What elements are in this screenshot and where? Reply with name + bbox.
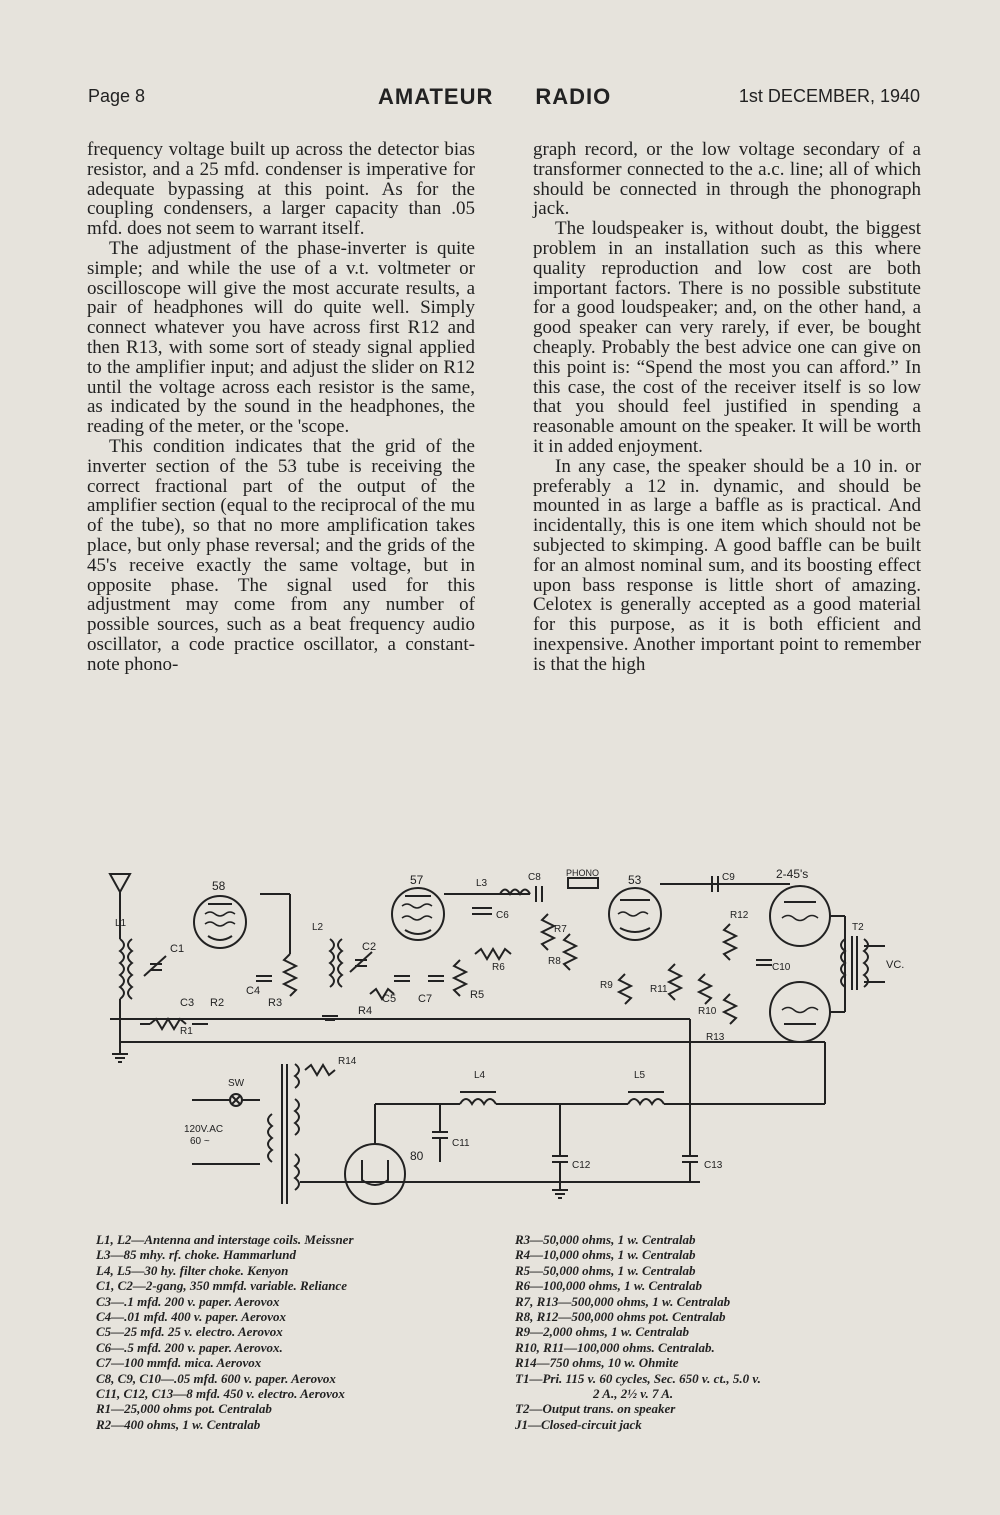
capacitor-c4 <box>256 976 272 981</box>
parts-list-item: C11, C12, C13—8 mfd. 450 v. electro. Aerovox <box>96 1386 345 1402</box>
label-r11: R11 <box>650 984 668 995</box>
label-r6: R6 <box>492 962 505 973</box>
tube-57 <box>392 888 444 940</box>
label-r2: R2 <box>210 997 225 1009</box>
label-sw: SW <box>228 1078 245 1089</box>
label-r1: R1 <box>180 1026 193 1037</box>
label-r9: R9 <box>600 980 613 991</box>
label-r7: R7 <box>554 924 567 935</box>
transformer-t2 <box>841 936 885 990</box>
paragraph: The loudspeaker is, without doubt, the biggest problem in an installation such as this where quality reproduction and low cost are both important factors. There is no possible substitute for a good loudspeaker; and, on the other hand, a good speaker can very rarely, if ever, be bought cheaply. Probably the best advice one can give on this point is: “Spend the most you can afford.” In this case, the cost of the receiver itself is so low that you should feel justified in spending a reasonable amount on the speaker. It will be worth it in added enjoyment. <box>533 218 921 457</box>
label-c2: C2 <box>362 941 377 953</box>
label-r8: R8 <box>548 956 561 967</box>
parts-list-item: R4—10,000 ohms, 1 w. Centralab <box>515 1247 696 1263</box>
potentiometer-r12 <box>724 924 736 960</box>
label-l1: L1 <box>115 918 127 929</box>
label-c11: C11 <box>452 1138 470 1149</box>
label-r13: R13 <box>706 1032 725 1043</box>
label-ac-voltage: 120V.AC <box>184 1124 224 1135</box>
label-tube-57: 57 <box>410 873 424 887</box>
label-t2: T2 <box>852 922 864 933</box>
paragraph: The adjustment of the phase-inverter is quite simple; and while the use of a v.t. voltmeter or oscilloscope will give the most accurate results, a pair of headphones will do quite well. Simply connect whatever you have across first R12 and then R13, with some sort of steady signal applied to the amplifier input; and adjust the slider on R12 until the voltage across each resistor is the same, as indicated by the sound in the headphones, the reading of the meter, or the 'scope. <box>87 237 475 438</box>
label-c8: C8 <box>528 872 541 883</box>
resistor-r14 <box>305 1065 335 1075</box>
capacitor-c2 <box>350 952 372 972</box>
tube-58 <box>194 896 246 948</box>
parts-list-item: R14—750 ohms, 10 w. Ohmite <box>515 1355 679 1371</box>
label-r10: R10 <box>698 1006 717 1017</box>
label-r3: R3 <box>268 997 283 1009</box>
right-text-column <box>533 140 921 675</box>
resistor-r5 <box>454 960 466 996</box>
label-tube-80: 80 <box>410 1149 424 1163</box>
parts-list-item-continued: 2 A., 2½ v. 7 A. <box>593 1386 674 1402</box>
label-c7: C7 <box>418 993 433 1005</box>
resistor-r13 <box>724 994 736 1024</box>
potentiometer-r8 <box>564 934 576 970</box>
parts-list-item: R9—2,000 ohms, 1 w. Centralab <box>515 1324 689 1340</box>
parts-list-item: C8, C9, C10—.05 mfd. 600 v. paper. Aerovox <box>96 1370 336 1386</box>
masthead-word-1: AMATEUR <box>378 84 494 109</box>
masthead-word-2: RADIO <box>535 84 612 109</box>
capacitor-c8 <box>536 886 542 902</box>
label-c1: C1 <box>170 943 185 955</box>
parts-list-item: R7, R13—500,000 ohms, 1 w. Centralab <box>515 1293 731 1309</box>
parts-list-item: R1—25,000 ohms pot. Centralab <box>96 1401 272 1417</box>
capacitor-c5 <box>394 976 410 981</box>
label-c10: C10 <box>772 962 791 973</box>
parts-list-right <box>515 1232 915 1432</box>
left-text-column <box>87 140 475 675</box>
resistor-r10 <box>699 974 711 1004</box>
page-number: Page 8 <box>88 86 146 106</box>
parts-list-item: C1, C2—2-gang, 350 mmfd. variable. Reliance <box>96 1278 347 1294</box>
parts-list-item: R3—50,000 ohms, 1 w. Centralab <box>515 1232 696 1247</box>
tube-45-upper <box>770 886 830 946</box>
label-r14: R14 <box>338 1056 357 1067</box>
paragraph: graph record, or the low voltage secondary of a transformer connected to the a.c. line; all of which should be connected in through the phonograph jack. <box>533 139 921 220</box>
parts-list-item: C5—25 mfd. 25 v. electro. Aerovox <box>96 1324 283 1340</box>
parts-list-item: C3—.1 mfd. 200 v. paper. Aerovox <box>96 1293 280 1309</box>
ground-symbol <box>112 1054 128 1062</box>
label-l3: L3 <box>476 878 488 889</box>
resistor-r7 <box>542 914 554 950</box>
label-l4: L4 <box>474 1070 486 1081</box>
label-r5: R5 <box>470 989 485 1001</box>
label-tube-53: 53 <box>628 873 642 887</box>
label-l5: L5 <box>634 1070 646 1081</box>
choke-l4 <box>460 1092 496 1104</box>
tube-45-lower <box>770 982 830 1042</box>
capacitor-c11 <box>432 1104 448 1162</box>
label-vc: VC. <box>886 959 905 971</box>
page-header <box>88 84 920 114</box>
label-c9: C9 <box>722 872 735 883</box>
power-transformer <box>268 1064 299 1204</box>
label-c12: C12 <box>572 1160 591 1171</box>
label-c6: C6 <box>496 910 509 921</box>
ground-symbol <box>552 1190 568 1198</box>
label-c13: C13 <box>704 1160 723 1171</box>
parts-list-left <box>96 1232 486 1432</box>
choke-l5 <box>628 1092 664 1104</box>
parts-list-item: L1, L2—Antenna and interstage coils. Meissner <box>96 1232 354 1247</box>
label-tube-45s: 2-45's <box>776 867 809 881</box>
parts-list-item: L4, L5—30 hy. filter choke. Kenyon <box>96 1262 289 1278</box>
masthead <box>378 84 611 110</box>
tube-53 <box>609 888 661 940</box>
capacitor-c1 <box>144 956 166 976</box>
label-r12: R12 <box>730 910 749 921</box>
resistor-r9 <box>619 974 631 1004</box>
parts-list-item: R10, R11—100,000 ohms. Centralab. <box>515 1339 715 1355</box>
antenna-symbol <box>110 874 130 924</box>
paragraph: frequency voltage built up across the detector bias resistor, and a 25 mfd. condenser is imperative for adequate bypassing at this point. As for the coupling condensers, a larger capacity than .05 mfd. does not seem to warrant itself. <box>87 139 475 240</box>
capacitor-c10 <box>756 960 772 965</box>
capacitor-c6 <box>472 908 492 914</box>
coil-l1 <box>120 924 132 1042</box>
parts-list-item: C7—100 mmfd. mica. Aerovox <box>96 1355 262 1371</box>
capacitor-c7 <box>428 976 444 981</box>
resistor-r11 <box>669 964 681 1000</box>
label-c3: C3 <box>180 997 195 1009</box>
coil-l2 <box>330 939 342 987</box>
parts-list-item: L3—85 mhy. rf. choke. Hammarlund <box>96 1247 296 1263</box>
capacitor-c13 <box>682 1104 698 1182</box>
capacitor-c12 <box>552 1104 568 1182</box>
label-phono: PHONO <box>566 868 600 878</box>
phono-jack <box>568 878 598 888</box>
parts-list-item: R6—100,000 ohms, 1 w. Centralab <box>515 1278 702 1294</box>
resistor-r3 <box>284 954 296 996</box>
label-tube-58: 58 <box>212 879 226 893</box>
parts-list-item: R5—50,000 ohms, 1 w. Centralab <box>515 1262 696 1278</box>
label-l2: L2 <box>312 922 324 933</box>
parts-list-item: R2—400 ohms, 1 w. Centralab <box>96 1416 261 1432</box>
parts-list-item: C4—.01 mfd. 400 v. paper. Aerovox <box>96 1309 287 1325</box>
label-r4: R4 <box>358 1005 373 1017</box>
issue-date: 1st DECEMBER, 1940 <box>738 86 920 106</box>
resistor-r6 <box>475 949 511 959</box>
parts-list-item: T2—Output trans. on speaker <box>515 1401 676 1417</box>
paragraph: In any case, the speaker should be a 10 in. or preferably a 12 in. dynamic, and should be mounted in as large a baffle as is practical. And incidentally, this is one item which should not be subjected to skimping. A good baffle can be built for an almost nominal sum, and its boosting effect upon bass response is little short of amazing. Celotex is generally accepted as a good material for this purpose, as it is both efficient and inexpensive. Another important point to remember is that the high <box>533 455 921 675</box>
switch-symbol <box>230 1094 242 1106</box>
label-c4: C4 <box>246 985 261 997</box>
receiver-schematic-diagram <box>100 864 920 1214</box>
parts-list-item: C6—.5 mfd. 200 v. paper. Aerovox. <box>96 1339 283 1355</box>
parts-list-item: J1—Closed-circuit jack <box>515 1416 642 1432</box>
tube-80 <box>345 1144 405 1204</box>
parts-list-item: R8, R12—500,000 ohms pot. Centralab <box>515 1309 726 1325</box>
label-c5: C5 <box>382 993 397 1005</box>
paragraph: This condition indicates that the grid of the inverter section of the 53 tube is receiving the correct fractional part of the output of the amplifier section (equal to the reciprocal of the mu of the tube), so that no more amplification takes place, but only phase reversal; and the grids of the 45's receive exactly the same voltage, but in opposite phase. The signal used for this adjustment may come from any number of possible sources, such as a beat frequency audio oscillator, a code practice oscillator, a constant-note phono- <box>87 435 475 675</box>
label-ac-frequency: 60 ~ <box>190 1136 210 1147</box>
parts-list-item: T1—Pri. 115 v. 60 cycles, Sec. 650 v. ct., 5.0 v. <box>515 1370 761 1386</box>
